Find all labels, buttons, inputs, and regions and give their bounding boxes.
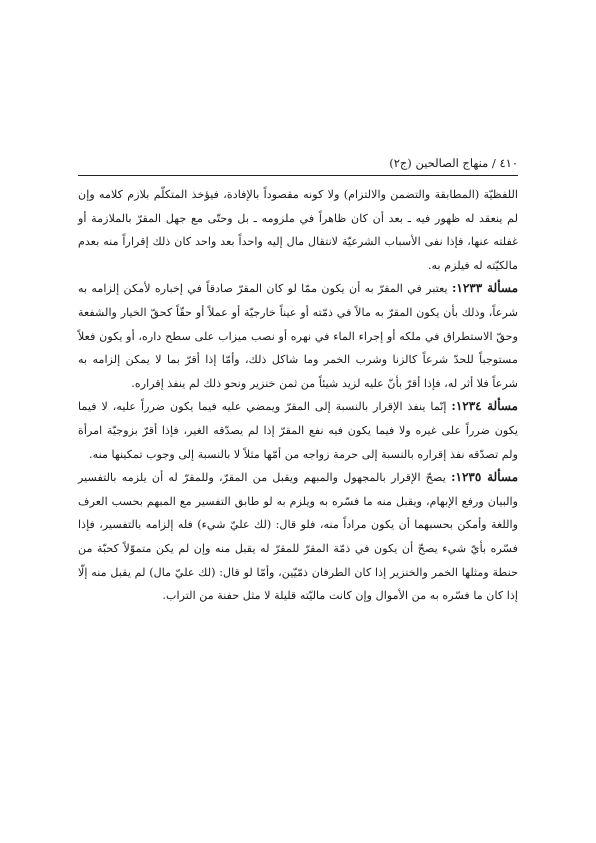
issue-1233 <box>78 277 518 395</box>
issue-label: مسألة ١٢٣٤: <box>451 399 518 414</box>
paragraph-continuation <box>78 183 518 277</box>
paragraph-text: إنّما ينفذ الإقرار بالنسبة إلى المقرّ ويمضي عليه فيما يكون ضرراً عليه، لا فيما يكون ضرراً على غيره ولا فيما يكون فيه نفع المقرّ إذا لم يصدّقه الغير، فإذا أقرّ بزوجيّة امرأة ولم تصدّقه نفذ إقراره بالنسبة إلى حرمة زواجه من أمّها مثلاً لا بالنسبة إلى وجوب تمكينها منه. <box>78 400 518 461</box>
paragraph-text: يصحّ الإقرار بالمجهول والمبهم ويقبل من المقرّ، وللمقرّ له أن يلزمه بالتفسير والبيان ورفع الإبهام، ويقبل منه ما فسّره به ويلزم به لو طابق التفسير مع المبهم بحسب العرف واللغة وأمكن بحسبهما أن يكون مراداً منه، فلو قال: (لك عليّ شيء) فله إلزامه بالتفسير، فإذا فسّره بأيّ شيء يصحّ أن يكون في ذمّة المقرّ للمقرّ له يقبل منه وإن لم يكن متموّلاً كحبّة من حنطة ومثلها الخمر والخنزير إذا كان الطرفان ذمّيّين، وأمّا لو قال: (لك عليّ مال) لم يقبل منه إلّا إذا كان ما فسّره به من الأموال وإن كانت ماليّته قليلة لا مثل حفنة من التراب. <box>78 471 518 603</box>
issue-label: مسألة ١٢٣٣: <box>451 281 518 296</box>
body-text <box>78 183 518 608</box>
paragraph-text: اللفظيّة (المطابقة والتضمن والالتزام) ولا كونه مقصوداً بالإفادة، فيؤخذ المتكلّم بلازم كلامه وإن لم ينعقد له ظهور فيه ـ بعد أن كان ظاهراً في ملزومه ـ بل وحتّى مع جهل المقرّ بالملازمة أو غفلته عنها، فإذا نفى الأسباب الشرعيّة لانتقال مال إليه واحداً بعد واحد كان ذلك إقراراً منه بعدم مالكيّته له فيلزم به. <box>78 188 518 272</box>
issue-1235 <box>78 466 518 608</box>
running-head: ٤١٠ / منهاج الصالحين (ج٢) <box>389 156 518 170</box>
issue-1234 <box>78 395 518 466</box>
page-header <box>78 154 518 174</box>
issue-label: مسألة ١٢٣٥: <box>451 470 519 485</box>
paragraph-text: يعتبر في المقرّ به أن يكون ممّا لو كان المقرّ صادقاً في إخباره لأمكن إلزامه به شرعاً، وذلك بأن يكون المقرّ به مالاً في ذمّته أو عيناً خارجيّة أو عملاً أو حقّاً كحقّ الخيار والشفعة وحقّ الاستطراق في ملكه أو إجراء الماء في نهره أو نصب ميزاب على سطح داره، أو يكون فعلاً مستوجباً للحدّ شرعاً كالزنا وشرب الخمر وما شاكل ذلك، وأمّا إذا أقرّ بما لا يمكن إلزامه به شرعاً فلا أثر له، فإذا أقرّ بأنّ عليه لزيد شيئاً من ثمن خنزير ونحو ذلك لم ينفذ إقراره. <box>78 282 518 390</box>
header-divider <box>78 175 518 176</box>
